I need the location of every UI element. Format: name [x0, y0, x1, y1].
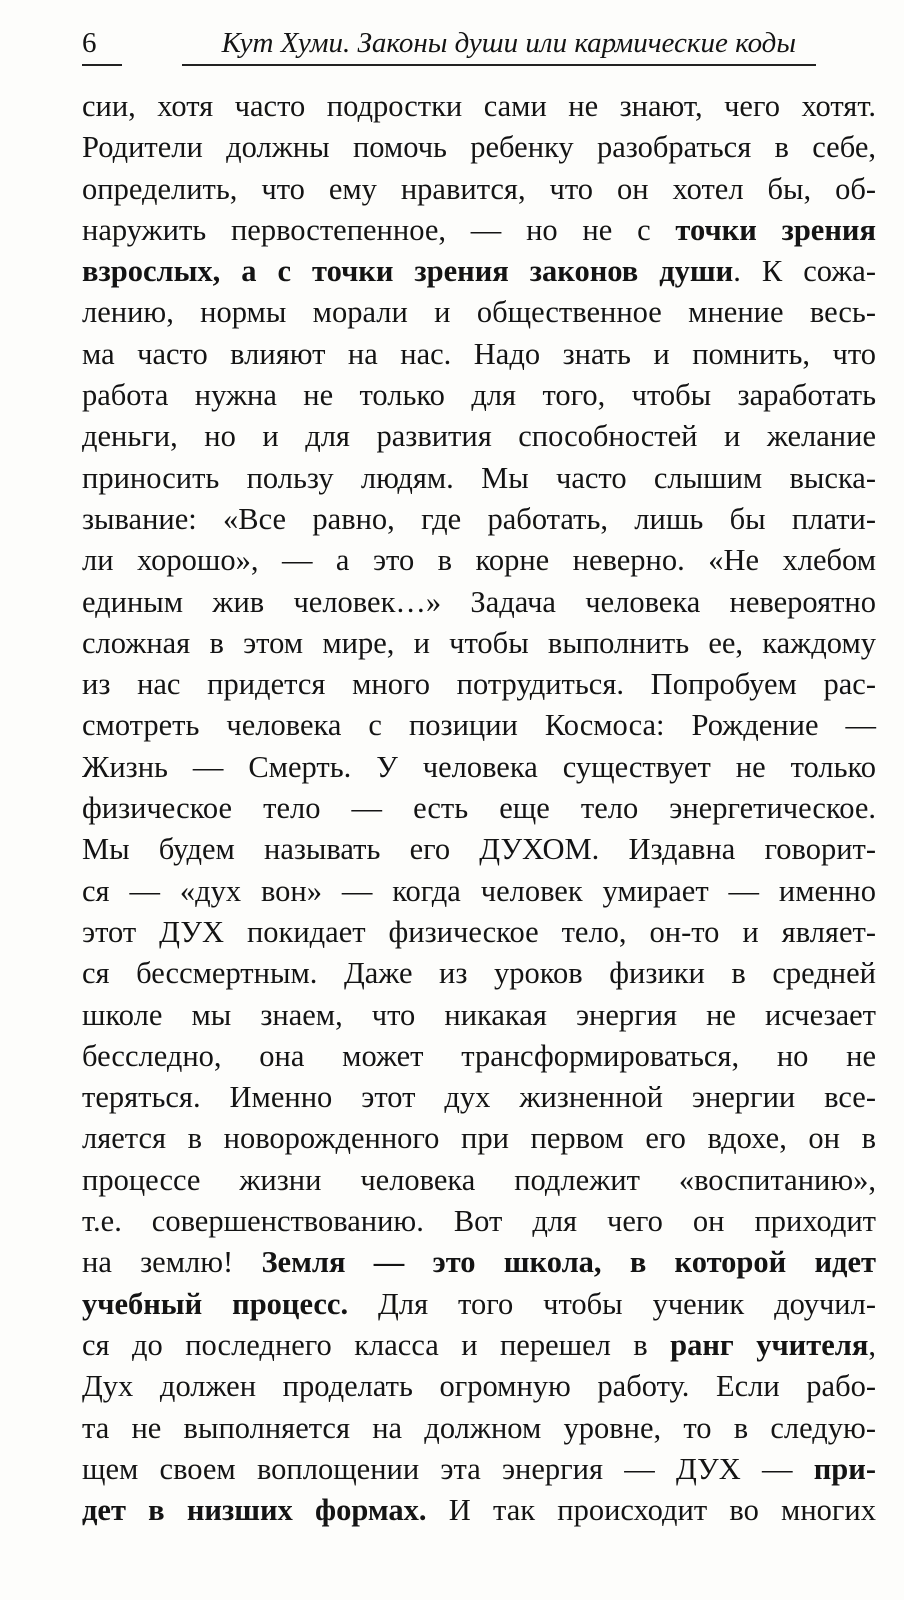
text-segment: лению, нормы морали и общественное мнение весь- [82, 295, 876, 330]
text-line [82, 1160, 876, 1201]
text-segment: , [868, 1327, 876, 1362]
text-segment: смотреть человека с позиции Космоса: Рождение — [82, 708, 876, 743]
text-line [82, 1449, 876, 1490]
text-segment: наружить первостепенное, — но не с [82, 212, 676, 247]
text-segment: Родители должны помочь ребенку разобраться в себе, [82, 130, 876, 165]
text-segment: ся до последнего класса и перешел в [82, 1327, 671, 1362]
bold-text: Земля — это школа, в которой идет [261, 1245, 876, 1280]
text-segment: теряться. Именно этот дух жизненной энергии все- [82, 1080, 876, 1115]
bold-text: учебный процесс. [82, 1286, 349, 1321]
text-segment: зывание: «Все равно, где работать, лишь бы плати- [82, 501, 876, 536]
text-segment: щем своем воплощении эта энергия — ДУХ — [82, 1451, 814, 1486]
text-line [82, 1325, 876, 1366]
text-line [82, 1284, 876, 1325]
running-title: Кут Хуми. Законы души или кармические коды [221, 27, 796, 59]
text-line [82, 664, 876, 705]
text-segment: Дух должен проделать огромную работу. Если рабо- [82, 1369, 876, 1404]
text-line [82, 127, 876, 168]
text-line [82, 1408, 876, 1449]
text-segment: И так происходит во многих [426, 1493, 876, 1528]
text-line [82, 169, 876, 210]
header-rule-right [182, 64, 816, 66]
text-line [82, 1242, 876, 1283]
running-header [82, 26, 816, 68]
text-segment: деньги, но и для развития способностей и желание [82, 419, 876, 454]
body-text [82, 86, 876, 1531]
text-line [82, 499, 876, 540]
text-segment: ся бессмертным. Даже из уроков физики в средней [82, 956, 876, 991]
text-line [82, 540, 876, 581]
text-line [82, 705, 876, 746]
text-line [82, 1077, 876, 1118]
text-line [82, 582, 876, 623]
text-line [82, 1366, 876, 1407]
page-number: 6 [82, 27, 97, 59]
text-segment: работа нужна не только для того, чтобы заработать [82, 378, 876, 413]
text-segment: ляется в новорожденного при первом его вдохе, он в [82, 1121, 876, 1156]
text-segment: единым жив человек…» Задача человека невероятно [82, 584, 876, 619]
text-segment: Мы будем называть его ДУХОМ. Издавна говорит- [82, 832, 876, 867]
text-segment: этот ДУХ покидает физическое тело, он-то и являет- [82, 914, 876, 949]
text-line [82, 334, 876, 375]
text-segment: бесследно, она может трансформироваться, но не [82, 1038, 876, 1073]
text-segment: ли хорошо», — а это в корне неверно. «Не хлебом [82, 543, 876, 578]
text-line [82, 375, 876, 416]
bold-text: дет в низших формах. [82, 1493, 427, 1528]
text-segment: физическое тело — есть еще тело энергетическое. [82, 791, 876, 826]
text-line [82, 1201, 876, 1242]
text-line [82, 1036, 876, 1077]
text-segment: сии, хотя часто подростки сами не знают, чего хотят. [82, 89, 876, 123]
text-line [82, 210, 876, 251]
text-line [82, 747, 876, 788]
text-line [82, 995, 876, 1036]
text-line [82, 871, 876, 912]
text-line [82, 623, 876, 664]
text-segment: на землю! [82, 1245, 262, 1280]
text-line [82, 416, 876, 457]
bold-text: ранг учителя [670, 1327, 869, 1362]
text-line [82, 251, 876, 292]
text-segment: ма часто влияют на нас. Надо знать и помнить, что [82, 336, 876, 371]
text-segment: сложная в этом мире, и чтобы выполнить ее, каждому [82, 625, 876, 660]
bold-text: точки зрения [675, 212, 876, 247]
text-line [82, 788, 876, 829]
text-segment: т.е. совершенствованию. Вот для чего он приходит [82, 1204, 876, 1239]
text-segment: Жизнь — Смерть. У человека существует не только [82, 749, 876, 784]
text-segment: ся — «дух вон» — когда человек умирает — именно [82, 873, 876, 908]
text-line [82, 829, 876, 870]
text-line [82, 1118, 876, 1159]
text-segment: школе мы знаем, что никакая энергия не исчезает [82, 997, 876, 1032]
text-line [82, 912, 876, 953]
text-segment: определить, что ему нравится, что он хотел бы, об- [82, 171, 876, 206]
text-line [82, 953, 876, 994]
text-segment: приносить пользу людям. Мы часто слышим выска- [82, 460, 876, 495]
text-line [82, 86, 876, 127]
text-segment: из нас придется много потрудиться. Попробуем рас- [82, 667, 876, 702]
bold-text: при- [813, 1451, 876, 1486]
text-segment: та не выполняется на должном уровне, то в следую- [82, 1410, 876, 1445]
text-segment: процессе жизни человека подлежит «воспитанию», [82, 1162, 876, 1197]
text-line [82, 458, 876, 499]
text-segment: . К сожа- [733, 254, 877, 289]
header-rule-left [82, 64, 122, 66]
bold-text: взрослых, а с точки зрения законов души [82, 254, 734, 289]
text-line [82, 292, 876, 333]
text-line [82, 1490, 876, 1531]
text-segment: Для того чтобы ученик доучил- [348, 1286, 876, 1321]
